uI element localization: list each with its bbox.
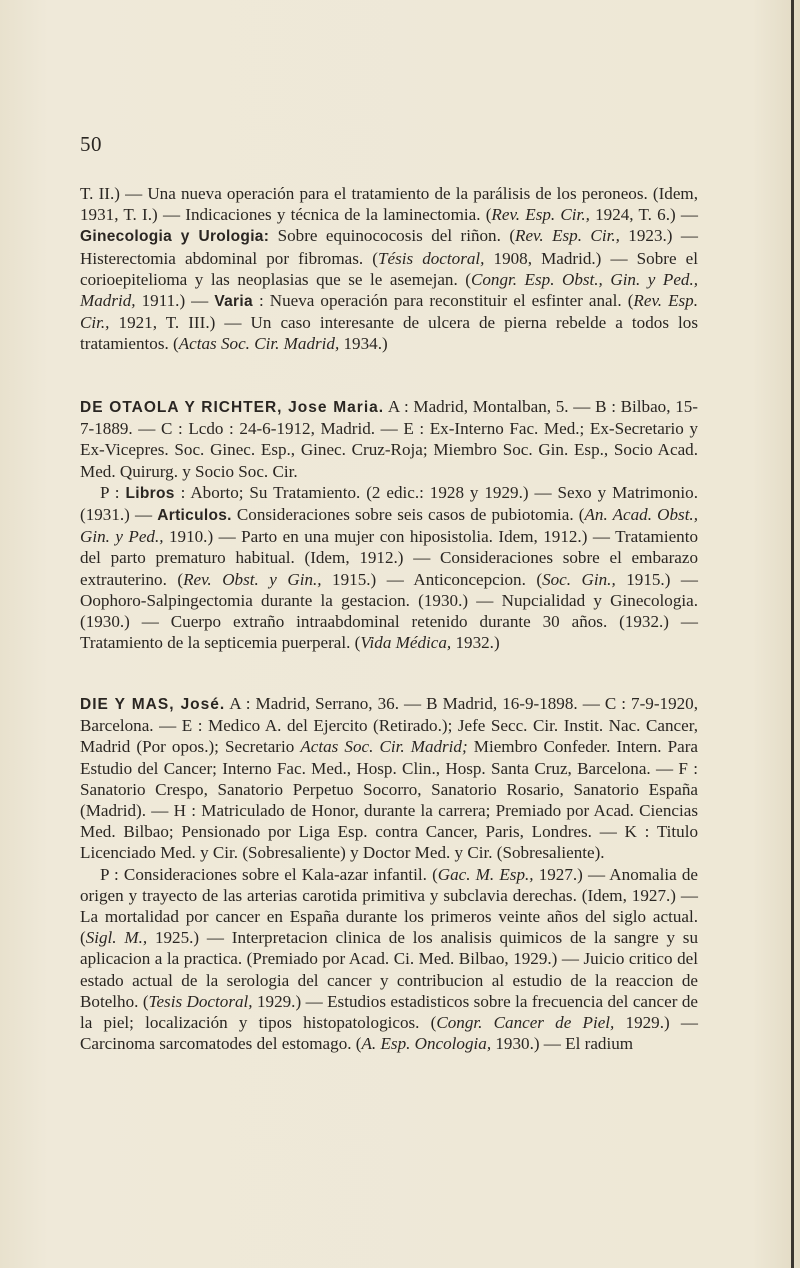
page-number: 50: [80, 132, 102, 156]
citation-title: Rev. Esp. Cir.,: [515, 226, 620, 246]
citation-title: A. Esp. Oncologia,: [361, 1034, 492, 1054]
body-text: 1930.) — El radium: [491, 1034, 634, 1054]
entry-paragraph: [80, 482, 698, 654]
citation-title: Actas Soc. Cir. Madrid;: [300, 737, 468, 757]
entry-paragraph: [80, 183, 698, 355]
citation-title: Gac. M. Esp.,: [437, 864, 534, 884]
page-edge-line: [791, 0, 794, 1268]
body-text: T. II.) — Una nueva operación para el tratamiento de la parálisis de los peroneos. (Idem, 1931, T. I.) — Indicaciones y técnica de la laminectomia. (: [80, 184, 698, 225]
body-text: 1934.): [339, 334, 388, 354]
body-text: Consideraciones sobre seis casos de pubiotomia. (: [231, 505, 585, 525]
citation-title: Tésis doctoral,: [377, 248, 485, 268]
body-text: 1929.) — Carcinoma sarcomatodes del estomago. (: [80, 1013, 698, 1054]
author-name: DE OTAOLA Y RICHTER, Jose Maria.: [80, 399, 385, 416]
body-text: A : Madrid, Montalban, 5. — B : Bilbao, 15-7-1889. — C : Lcdo : 24-6-1912, Madrid. — E : Ex-Interno Fac. Med.; Ex-Secretario y Ex-Vicepres. Soc. Ginec. Esp., Ginec. Cruz-Roja; Miembro Soc. Gin. Esp., Socio Acad. Med. Quirurg. y Socio Soc. Cir.: [80, 397, 699, 481]
citation-title: Tesis Doctoral,: [148, 991, 253, 1011]
body-text: Miembro Confeder. Intern. Para Estudio del Cancer; Interno Fac. Med., Hosp. Clin., Hosp. Santa Cruz, Barcelona. — F : Sanatorio Crespo, Sanatorio Perpetuo Socorro, Sanatorio Rosario, Sanatorio España (Madrid). — H : Matriculado de Honor, durante la carrera; Premiado por Acad. Ciencias Med. Bilbao; Pensionado por Liga Esp. contra Cancer, Paris, Londres. — K : Titulo Licenciado Med. y Cir. (Sobresaliente) y Doctor Med. y Cir. (Sobresaliente).: [80, 737, 699, 863]
entry-die-y-mas: [80, 693, 698, 1054]
entry-continuation: [80, 183, 698, 355]
body-text: 1924, T. 6.) —: [589, 205, 698, 225]
citation-title: Congr. Esp. Obst., Gin. y Ped., Madrid,: [80, 269, 698, 311]
entry-paragraph: [80, 693, 698, 864]
author-name: DIE Y MAS, José.: [80, 696, 226, 713]
body-text: P :: [100, 482, 126, 502]
body-text: : Aborto; Su Tratamiento. (2 edic.: 1928 y 1929.) — Sexo y Matrimonio. (1931.) —: [80, 482, 699, 525]
body-text: A : Madrid, Serrano, 36. — B Madrid, 16-9-1898. — C : 7-9-1920, Barcelona. — E : Medico A. del Ejercito (Retirado.); Jefe Secc. Cir. Instit. Nac. Cancer, Madrid (Por opos.); Secretario: [80, 694, 698, 757]
body-text: 1911.) —: [135, 291, 215, 311]
body-text: 1915.) — Anticoncepcion. (: [321, 569, 543, 589]
citation-title: Rev. Obst. y Gin.,: [183, 569, 322, 589]
body-text: Sobre equinococosis del riñon. (: [269, 226, 516, 246]
section-heading: Libros: [125, 484, 175, 502]
body-text: 1923.) — Histerectomia abdominal por fibromas. (: [80, 226, 698, 268]
citation-title: Actas Soc. Cir. Madrid,: [178, 334, 340, 354]
citation-title: Rev. Esp. Cir.,: [80, 291, 699, 333]
body-text: 1921, T. III.) — Un caso interesante de ulcera de pierna rebelde a todos los tratamientos. (: [80, 313, 698, 354]
body-text: : Nueva operación para reconstituir el esfinter anal. (: [252, 291, 634, 311]
section-heading: Ginecologia y Urologia:: [80, 228, 270, 246]
entry-de-otaola-y-richter: [80, 396, 698, 653]
section-heading: Articulos.: [157, 507, 232, 525]
section-heading: Varia: [214, 293, 253, 311]
body-text: 1915.) — Oophoro-Salpingectomia durante la gestacion. (1930.) — Nupcialidad y Ginecologia. (1930.) — Cuerpo extraño intraabdominal retenido durante 30 años. (1932.) — Tratamiento de la septicemia puerperal. (: [80, 569, 698, 653]
body-text: 1925.) — Interpretacion clinica de los analisis quimicos de la sangre y su aplicacion a la practica. (Premiado por Acad. Ci. Med. Bilbao, 1929.) — Juicio critico del estado actual de la serologia del cancer y contribucion al estudio de la reaccion de Botelho. (: [80, 928, 698, 1011]
entry-paragraph: [80, 396, 698, 482]
body-text: 1910.) — Parto en una mujer con hiposistolia. Idem, 1912.) — Tratamiento del parto prematuro habitual. (Idem, 1912.) — Consideraciones sobre el embarazo extrauterino. (: [80, 527, 699, 589]
body-text: 1932.): [451, 633, 500, 653]
entry-paragraph: [80, 864, 698, 1055]
citation-title: Vida Médica,: [360, 633, 452, 653]
citation-title: Rev. Esp. Cir.,: [491, 205, 590, 225]
citation-title: Congr. Cancer de Piel,: [436, 1013, 615, 1033]
citation-title: Soc. Gin.,: [542, 569, 616, 589]
body-text: 1908, Madrid.) — Sobre el corioepitelioma y las neoplasias que se le asemejan. (: [80, 248, 698, 289]
citation-title: An. Acad. Obst., Gin. y Ped.,: [80, 505, 698, 547]
body-text: 1927.) — Anomalia de origen y trayecto de las arterias carotida primitiva y subclavia derechas. (Idem, 1927.) — La mortalidad por cancer en España durante los primeros veinte años del siglo actual. (: [80, 864, 698, 948]
body-text: 1929.) — Estudios estadisticos sobre la frecuencia del cancer de la piel; localización y tipos histopatologicos. (: [80, 991, 698, 1033]
citation-title: Sigl. M.,: [85, 928, 148, 948]
body-text: P : Consideraciones sobre el Kala-azar infantil. (: [100, 864, 438, 884]
